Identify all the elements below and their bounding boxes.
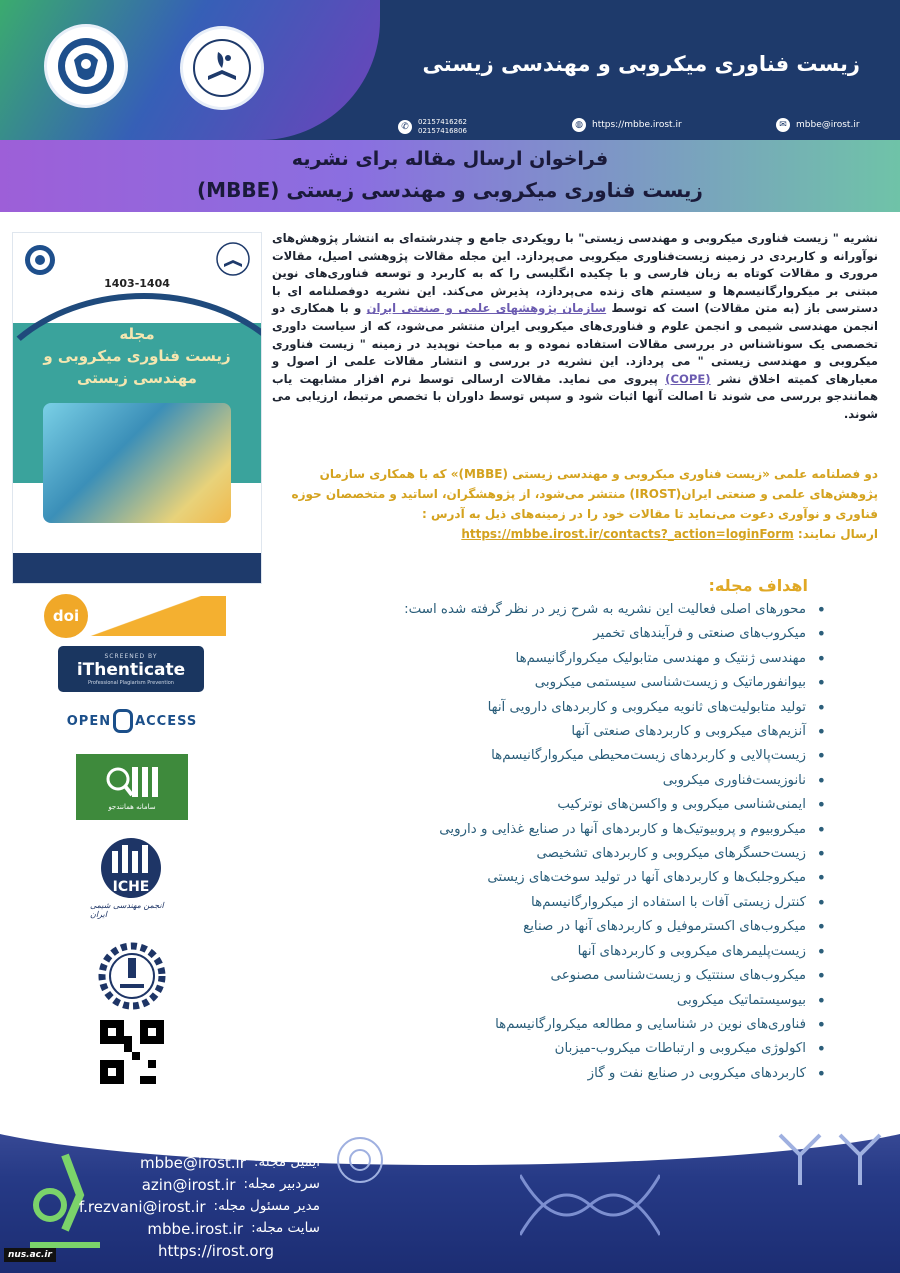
goal-item: • مهندسی ژنتیک و مهندسی متابولیک میکروارگانیسم‌ها bbox=[268, 647, 828, 671]
watermark-badge: nus.ac.ir bbox=[4, 1248, 56, 1262]
goal-item: • میکروب‌های اکسترموفیل و کاربردهای آنها در صنایع bbox=[268, 915, 828, 939]
journal-cover bbox=[12, 232, 262, 584]
footer-site-label: سایت مجله: bbox=[251, 1220, 320, 1236]
goals-list bbox=[268, 598, 828, 1086]
call-suffix: ارسال نمایند: bbox=[797, 527, 878, 541]
phone-1: 02157416262 bbox=[418, 118, 467, 126]
footer-site-value[interactable]: mbbe.irost.ir bbox=[147, 1220, 244, 1238]
cover-title-3: مهندسی زیستی bbox=[77, 369, 197, 387]
phone-icon: ✆ bbox=[398, 120, 412, 134]
goal-item: • اکولوژی میکروبی و ارتباطات میکروب-میزبان bbox=[268, 1037, 828, 1061]
antibody-icon bbox=[770, 1115, 890, 1195]
iche-logo bbox=[90, 832, 172, 922]
footer-email-label: ایمیل مجله: bbox=[253, 1154, 320, 1170]
mail-icon: ✉ bbox=[776, 118, 790, 132]
ithenticate-name: iThenticate bbox=[76, 659, 186, 680]
goal-item: • تولید متابولیت‌های ثانویه میکروبی و کاربردهای دارویی آنها bbox=[268, 696, 828, 720]
call-banner bbox=[0, 140, 900, 212]
website-contact[interactable] bbox=[572, 118, 682, 132]
cover-journal-logo bbox=[215, 241, 251, 277]
magnifier-icon bbox=[102, 763, 162, 803]
open-word: OPEN bbox=[66, 713, 112, 729]
email-contact[interactable] bbox=[776, 118, 860, 132]
intro-part-2: و با همکاری دو انجمن مهندسی شیمی و انجمن علوم و فناوری‌های میکروبی ایران منتشر می‌شود، که از سیاست داوری تخصصی یک سوناشناس در بررسی مقالات استفاده نموده و به مباحث نوپدید در زمینه " زیست فناوری میکروبی و مهندسی زیستی " می پردازد. این نشریه در بررسی و انتشار مقالات علمی از اصول و معیارهای کمیته اخلاق نشر bbox=[272, 301, 878, 386]
intro-paragraph bbox=[272, 230, 878, 424]
goal-item: • کنترل زیستی آفات با استفاده از میکروارگانیسم‌ها bbox=[268, 891, 828, 915]
doi-logo bbox=[44, 594, 226, 638]
header-title: زیست فناوری میکروبی و مهندسی زیستی bbox=[422, 52, 860, 76]
goal-item: • زیست‌پالایی و کاربردهای زیست‌محیطی میکروارگانیسم‌ها bbox=[268, 744, 828, 768]
phone-contact bbox=[398, 118, 467, 136]
goal-item: • کاربردهای میکروبی در صنایع نفت و گاز bbox=[268, 1062, 828, 1086]
footer-title: ارتباط با ما: bbox=[170, 1124, 260, 1142]
goal-item: • میکروب‌های سنتتیک و زیست‌شناسی مصنوعی bbox=[268, 964, 828, 988]
access-word: ACCESS bbox=[135, 713, 198, 729]
doi-mark: doi bbox=[44, 594, 88, 638]
goal-item: • زیست‌حسگرهای میکروبی و کاربردهای تشخیصی bbox=[268, 842, 828, 866]
microbiology-society-logo bbox=[92, 934, 172, 1014]
email-link[interactable]: mbbe@irost.ir bbox=[796, 120, 860, 130]
cope-link[interactable]: (COPE) bbox=[665, 371, 711, 386]
intro-part-1: نشریه " زیست فناوری میکروبی و مهندسی زیستی" با رویکردی جامع و چندرشته‌ای به انتشار پژوهش‌های نوآورانه و کاربردی در زمینه زیست‌فناوری میکروبی می‌پردازد. این مجله مقالات پژوهشی اصیل، مقالات مروری و مقالات کوتاه به زبان فارسی و با چکیده انگلیسی را که به کاربرد و توسعه فناوری‌های نوین مبتنی بر میکروارگانیسم‌ها و سیستم های زنده می‌پردازد، پذیرش می‌کند. این نشریه دوفصلنامه ای با دسترسی باز (به متن مقالات) است که توسط bbox=[272, 231, 878, 316]
cover-title-1: مجله bbox=[119, 325, 155, 343]
goal-item: • میکروب‌های صنعتی و فرآیندهای تخمیر bbox=[268, 622, 828, 646]
goal-item: • محورهای اصلی فعالیت این نشریه به شرح زیر در نظر گرفته شده است: bbox=[268, 598, 828, 622]
hamanandjoo-label: سامانه همانندجو bbox=[108, 803, 156, 811]
footer bbox=[0, 1115, 900, 1273]
goal-item: • ایمنی‌شناسی میکروبی و واکسن‌های نوترکیب bbox=[268, 793, 828, 817]
call-text: دو فصلنامه علمی «زیست فناوری میکروبی و مهندسی زیستی (MBBE)» که با همکاری سازمان پژوهش‌های علمی و صنعتی ایران(IROST) منتشر می‌شود، از پژوهشگران، اساتید و متخصصان حوزه فناوری و نوآوری دعوت می‌نماید تا مقالات خود را در زمینه‌های ذیل به آدرس : bbox=[291, 467, 878, 521]
footer-editor-label: سردبیر مجله: bbox=[243, 1176, 320, 1192]
iche-text: ICHE bbox=[112, 879, 150, 895]
goals-title: اهداف مجله: bbox=[708, 576, 808, 595]
phone-2: 02157416806 bbox=[418, 127, 467, 135]
hamanandjoo-logo bbox=[76, 754, 188, 820]
irost-logo bbox=[44, 24, 128, 108]
footer-site-row bbox=[147, 1220, 320, 1238]
footer-email-value[interactable]: mbbe@irost.ir bbox=[140, 1154, 246, 1172]
website-link[interactable]: https://mbbe.irost.ir bbox=[592, 120, 682, 130]
cover-irost-logo bbox=[23, 243, 57, 277]
goal-item: • میکروبیوم و پروبیوتیک‌ها و کاربردهای آنها در صنایع غذایی و دارویی bbox=[268, 818, 828, 842]
goal-item: • بیوسیستماتیک میکروبی bbox=[268, 989, 828, 1013]
footer-editor-value[interactable]: azin@irost.ir bbox=[141, 1176, 236, 1194]
open-access-logo bbox=[66, 706, 198, 736]
qr-code[interactable] bbox=[100, 1020, 164, 1084]
goal-item: • آنزیم‌های میکروبی و کاربردهای صنعتی آنها bbox=[268, 720, 828, 744]
iche-label: انجمن مهندسی شیمی ایران bbox=[90, 901, 164, 919]
cover-footer-bar bbox=[13, 553, 261, 583]
virus-icon bbox=[310, 1115, 410, 1205]
goal-item: • زیست‌پلیمرهای میکروبی و کاربردهای آنها bbox=[268, 940, 828, 964]
cover-title-2: زیست فناوری میکروبی و bbox=[43, 347, 231, 365]
intro-part-3: پیروی می نماید. مقالات ارسالی توسط نرم افزار مشابهت یاب همانندجو بررسی می شوند تا اصالت آنها اثبات شود و سپس توسط داوران با تخصص مرتبط، ارزیابی می شوند. bbox=[272, 371, 878, 421]
goal-item: • نانوزیست‌فناوری میکروبی bbox=[268, 769, 828, 793]
microscope-icon bbox=[10, 1135, 120, 1255]
footer-email-row bbox=[140, 1154, 320, 1172]
open-lock-icon bbox=[113, 709, 133, 733]
ithenticate-sub: Professional Plagiarism Prevention bbox=[88, 679, 174, 686]
footer-editor-row bbox=[142, 1176, 320, 1194]
call-for-papers bbox=[272, 464, 878, 544]
globe-icon: ◍ bbox=[572, 118, 586, 132]
journal-logo bbox=[180, 26, 264, 110]
goal-item: • بیوانفورماتیک و زیست‌شناسی سیستمی میکروبی bbox=[268, 671, 828, 695]
iche-emblem bbox=[96, 835, 166, 901]
dna-icon bbox=[520, 1155, 660, 1255]
goal-item: • میکروجلبک‌ها و کاربردهای آنها در تولید سوخت‌های زیستی bbox=[268, 866, 828, 890]
footer-irost-link[interactable]: https://irost.org bbox=[157, 1242, 274, 1260]
ithenticate-logo bbox=[58, 646, 204, 692]
banner-line-1: فراخوان ارسال مقاله برای نشریه bbox=[291, 148, 609, 170]
cover-lab-image bbox=[43, 403, 231, 523]
irost-link[interactable]: سازمان پژوهشهای علمی و صنعتی ایران bbox=[366, 301, 607, 316]
qr-icon bbox=[100, 1020, 164, 1084]
footer-director-row bbox=[79, 1198, 320, 1216]
header bbox=[0, 0, 900, 140]
submission-link[interactable]: https://mbbe.irost.ir/contacts?_action=loginForm bbox=[461, 527, 794, 541]
goal-item: • فناوری‌های نوین در شناسایی و مطالعه میکروارگانیسم‌ها bbox=[268, 1013, 828, 1037]
ithenticate-top: SCREENED BY bbox=[104, 652, 158, 660]
cover-year: 1403-1404 bbox=[104, 277, 170, 290]
footer-wave bbox=[0, 1115, 900, 1165]
footer-director-value[interactable]: f.rezvani@irost.ir bbox=[78, 1198, 206, 1216]
microscope-gear-icon bbox=[92, 934, 172, 1014]
banner-line-2: زیست فناوری میکروبی و مهندسی زیستی (MBBE) bbox=[197, 178, 703, 202]
footer-director-label: مدیر مسئول مجله: bbox=[213, 1198, 320, 1214]
